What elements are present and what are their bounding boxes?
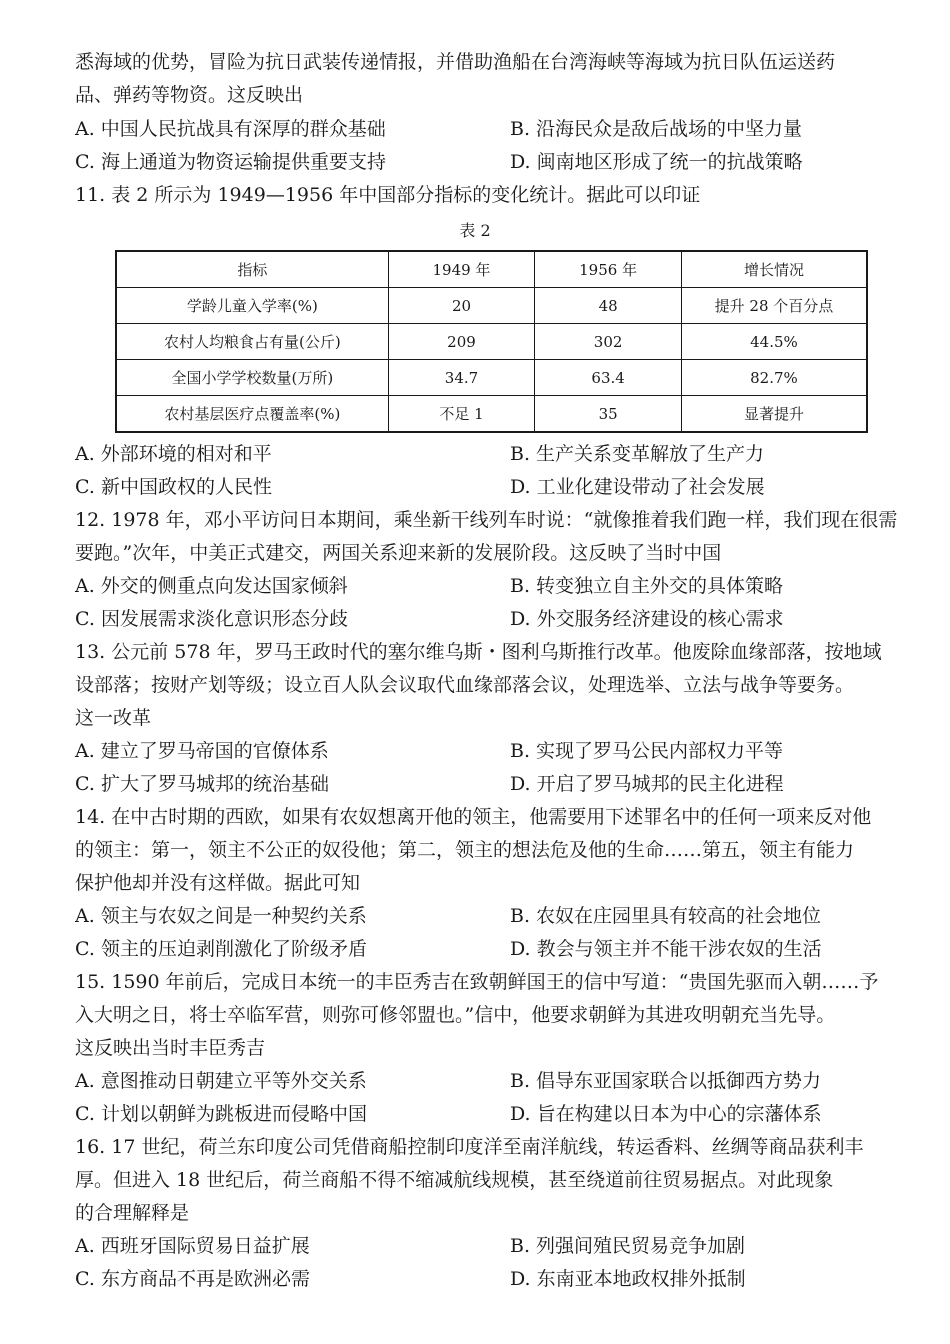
q13-option-a: A. 建立了罗马帝国的官僚体系 — [75, 740, 329, 762]
q15-stem-line: 入大明之日，将士卒临军营，则弥可修邻盟也。”信中，他要求朝鲜为其进攻明朝充当先导。 — [75, 1004, 836, 1026]
q13-option-b: B. 实现了罗马公民内部权力平等 — [510, 740, 784, 762]
q14-option-a: A. 领主与农奴之间是一种契约关系 — [75, 905, 367, 927]
table-header-cell: 增长情况 — [681, 251, 867, 288]
table-cell: 44.5% — [681, 324, 867, 360]
q16-stem-line: 厚。但进入 18 世纪后，荷兰商船不得不缩减航线规模，甚至绕道前往贸易据点。对此现象 — [75, 1169, 834, 1191]
q10-option-a: A. 中国人民抗战具有深厚的群众基础 — [75, 118, 386, 140]
statistics-table — [115, 250, 868, 433]
table-cell: 82.7% — [681, 360, 867, 396]
table-caption: 表 2 — [459, 221, 491, 240]
q10-stem-line: 悉海域的优势，冒险为抗日武装传递情报，并借助渔船在台湾海峡等海域为抗日队伍运送药 — [75, 51, 836, 73]
table-cell: 全国小学学校数量(万所) — [116, 360, 388, 396]
q15-stem-line: 15. 1590 年前后，完成日本统一的丰臣秀吉在致朝鲜国王的信中写道：“贵国先驱而入朝……予 — [75, 971, 879, 993]
q12-option-d: D. 外交服务经济建设的核心需求 — [510, 608, 784, 630]
q12-option-a: A. 外交的侧重点向发达国家倾斜 — [75, 575, 348, 597]
q13-option-d: D. 开启了罗马城邦的民主化进程 — [510, 773, 784, 795]
table-cell: 48 — [535, 288, 682, 324]
q10-option-b: B. 沿海民众是敌后战场的中坚力量 — [510, 118, 803, 140]
table-cell: 34.7 — [388, 360, 535, 396]
q16-option-a: A. 西班牙国际贸易日益扩展 — [75, 1235, 310, 1257]
q10-stem-line: 品、弹药等物资。这反映出 — [75, 84, 304, 106]
q14-stem-line: 14. 在中古时期的西欧，如果有农奴想离开他的领主，他需要用下述罪名中的任何一项来反对他 — [75, 806, 872, 828]
table-cell: 302 — [535, 324, 682, 360]
q12-option-c: C. 因发展需求淡化意识形态分歧 — [75, 608, 348, 630]
table-row — [116, 360, 867, 396]
q11-option-b: B. 生产关系变革解放了生产力 — [510, 443, 765, 465]
q12-option-b: B. 转变独立自主外交的具体策略 — [510, 575, 784, 597]
table-cell: 学龄儿童入学率(%) — [116, 288, 388, 324]
q15-option-b: B. 倡导东亚国家联合以抵御西方势力 — [510, 1070, 822, 1092]
q15-option-c: C. 计划以朝鲜为跳板进而侵略中国 — [75, 1103, 367, 1125]
q13-stem-line: 设部落；按财产划等级；设立百人队会议取代血缘部落会议，处理选举、立法与战争等要务。 — [75, 674, 855, 696]
q15-stem-line: 这反映出当时丰臣秀吉 — [75, 1037, 266, 1059]
q14-option-b: B. 农奴在庄园里具有较高的社会地位 — [510, 905, 822, 927]
q11-option-d: D. 工业化建设带动了社会发展 — [510, 476, 765, 498]
table-header-cell: 1949 年 — [388, 251, 535, 288]
q15-option-d: D. 旨在构建以日本为中心的宗藩体系 — [510, 1103, 822, 1125]
table-row — [116, 396, 867, 433]
table-cell: 显著提升 — [681, 396, 867, 433]
q12-stem-line: 12. 1978 年，邓小平访问日本期间，乘坐新干线列车时说：“就像推着我们跑一样，我们现在很需 — [75, 509, 898, 531]
q16-option-d: D. 东南亚本地政权排外抵制 — [510, 1268, 746, 1290]
table-header-row — [116, 251, 867, 288]
q14-stem-line: 保护他却并没有这样做。据此可知 — [75, 872, 361, 894]
q14-option-c: C. 领主的压迫剥削激化了阶级矛盾 — [75, 938, 367, 960]
table-cell: 209 — [388, 324, 535, 360]
q16-option-c: C. 东方商品不再是欧洲必需 — [75, 1268, 310, 1290]
table-cell: 农村人均粮食占有量(公斤) — [116, 324, 388, 360]
q15-option-a: A. 意图推动日朝建立平等外交关系 — [75, 1070, 367, 1092]
q13-option-c: C. 扩大了罗马城邦的统治基础 — [75, 773, 329, 795]
q16-stem-line: 16. 17 世纪，荷兰东印度公司凭借商船控制印度洋至南洋航线，转运香料、丝绸等商品获利丰 — [75, 1136, 864, 1158]
q13-stem-line: 这一改革 — [75, 707, 152, 729]
q11-option-c: C. 新中国政权的人民性 — [75, 476, 272, 498]
q10-option-c: C. 海上通道为物资运输提供重要支持 — [75, 151, 386, 173]
table-cell: 35 — [535, 396, 682, 433]
table-cell: 不足 1 — [388, 396, 535, 433]
q16-stem-line: 的合理解释是 — [75, 1202, 190, 1224]
table-cell: 63.4 — [535, 360, 682, 396]
table-header-cell: 指标 — [116, 251, 388, 288]
q10-option-d: D. 闽南地区形成了统一的抗战策略 — [510, 151, 803, 173]
table-header-cell: 1956 年 — [535, 251, 682, 288]
q11-stem: 11. 表 2 所示为 1949—1956 年中国部分指标的变化统计。据此可以印证 — [75, 184, 701, 206]
table-cell: 农村基层医疗点覆盖率(%) — [116, 396, 388, 433]
table-row — [116, 324, 867, 360]
q11-option-a: A. 外部环境的相对和平 — [75, 443, 272, 465]
table-cell: 提升 28 个百分点 — [681, 288, 867, 324]
q14-stem-line: 的领主：第一，领主不公正的奴役他；第二，领主的想法危及他的生命……第五，领主有能力 — [75, 839, 855, 861]
table-cell: 20 — [388, 288, 535, 324]
q12-stem-line: 要跑。”次年，中美正式建交，两国关系迎来新的发展阶段。这反映了当时中国 — [75, 542, 722, 564]
q16-option-b: B. 列强间殖民贸易竞争加剧 — [510, 1235, 746, 1257]
table-row — [116, 288, 867, 324]
q14-option-d: D. 教会与领主并不能干涉农奴的生活 — [510, 938, 822, 960]
q13-stem-line: 13. 公元前 578 年，罗马王政时代的塞尔维乌斯・图利乌斯推行改革。他废除血缘部落，按地域 — [75, 641, 882, 663]
